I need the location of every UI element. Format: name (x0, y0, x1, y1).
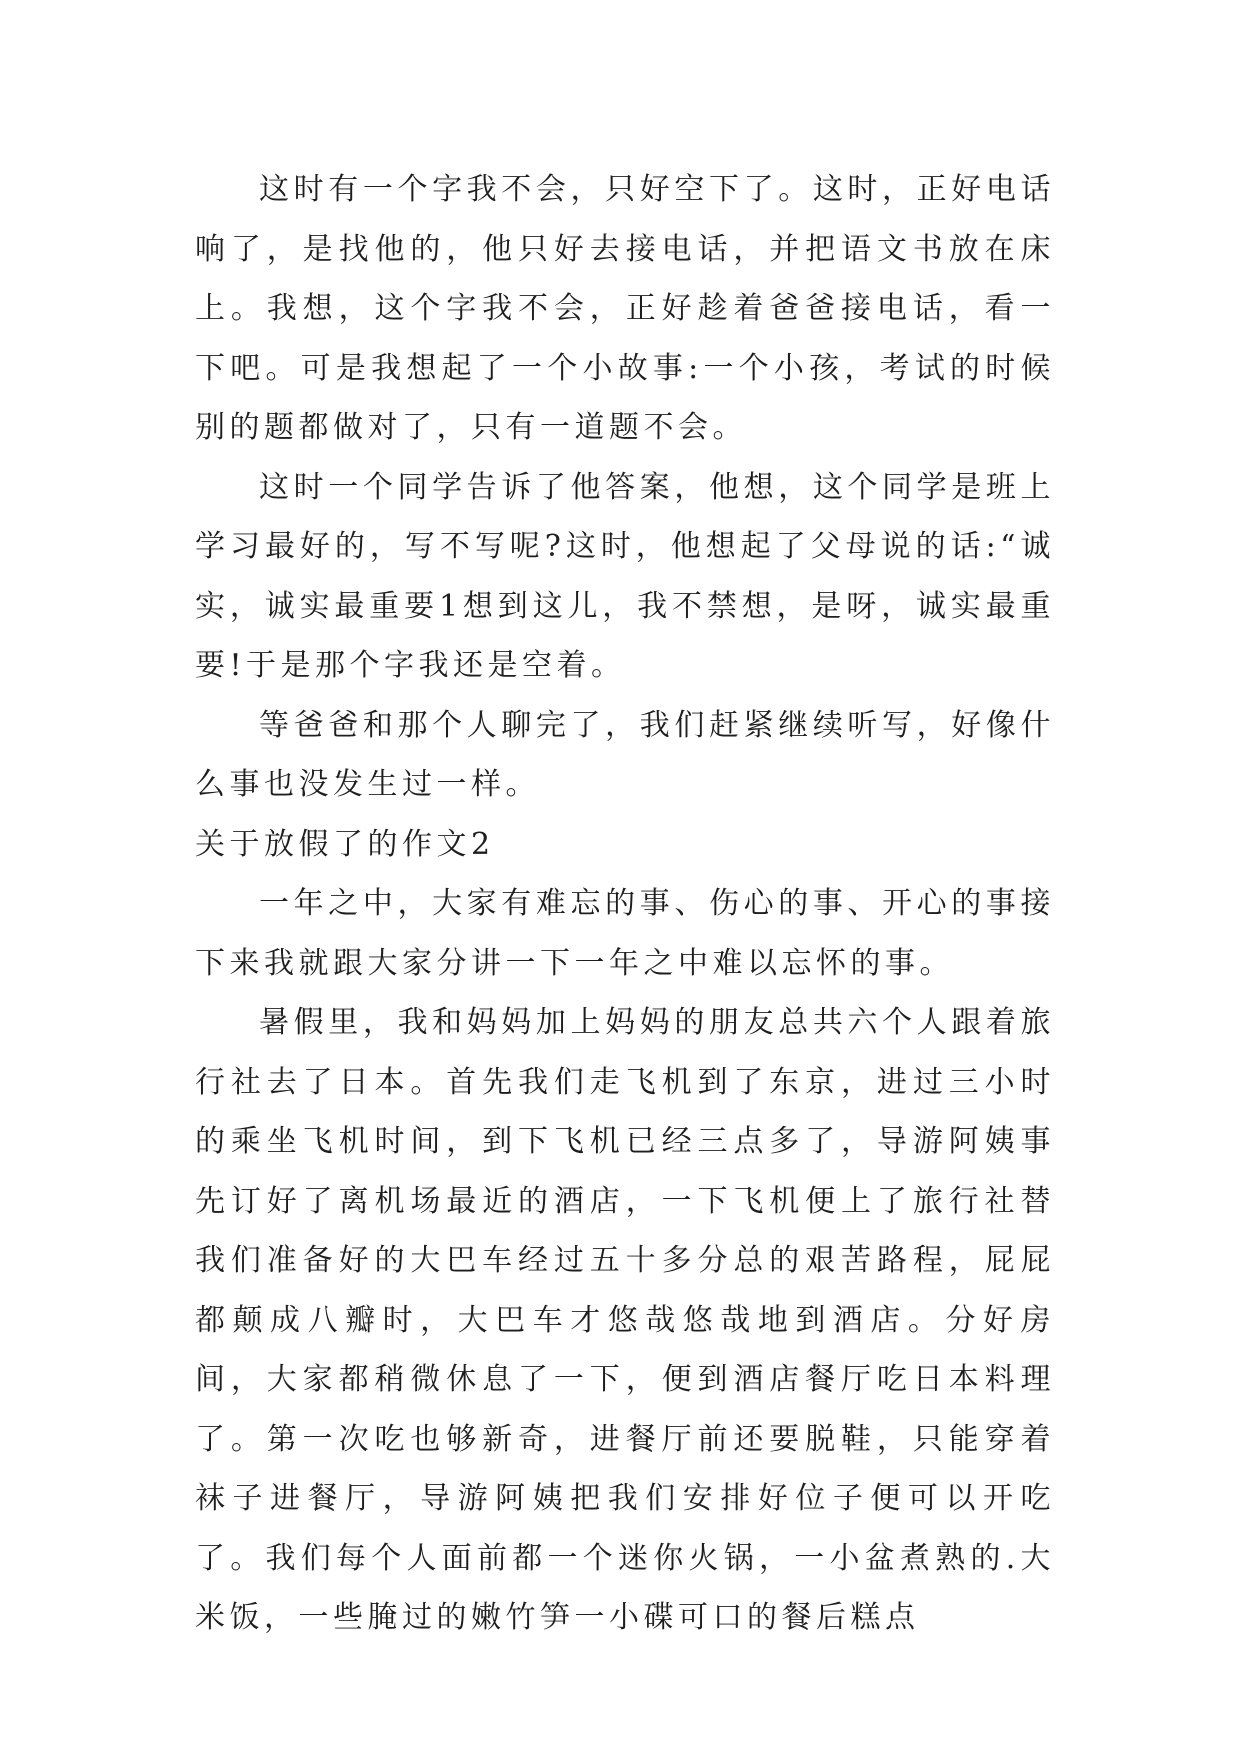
paragraph-1: 这时有一个字我不会，只好空下了。这时，正好电话响了，是找他的，他只好去接电话，并把语文书放在床上。我想，这个字我不会，正好趁着爸爸接电话，看一下吧。可是我想起了一个小故事:一个小孩，考试的时候别的题都做对了，只有一道题不会。 (195, 172, 1055, 445)
paragraph-5: 暑假里，我和妈妈加上妈妈的朋友总共六个人跟着旅行社去了日本。首先我们走飞机到了东京，进过三小时的乘坐飞机时间，到下飞机已经三点多了，导游阿姨事先订好了离机场最近的酒店，一下飞机便上了旅行社替我们准备好的大巴车经过五十多分总的艰苦路程，屁屁都颠成八瓣时，大巴车才悠哉悠哉地到酒店。分好房间，大家都稍微休息了一下，便到酒店餐厅吃日本料理了。第一次吃也够新奇，进餐厅前还要脱鞋，只能穿着袜子进餐厅，导游阿姨把我们安排好位子便可以开吃了。我们每个人面前都一个迷你火锅，一小盆煮熟的.大米饭，一些腌过的嫩竹笋一小碟可口的餐后糕点 (195, 1005, 1055, 1635)
paragraph-4: 一年之中，大家有难忘的事、伤心的事、开心的事接下来我就跟大家分讲一下一年之中难以忘怀的事。 (195, 886, 1055, 981)
paragraph-2: 这时一个同学告诉了他答案，他想，这个同学是班上学习最好的，写不写呢?这时，他想起了父母说的话:“诚实，诚实最重要1想到这儿，我不禁想，是呀，诚实最重要!于是那个字我还是空着。 (195, 469, 1055, 683)
document-body (195, 160, 1055, 1648)
essay-heading: 关于放假了的作文2 (195, 826, 495, 862)
paragraph-3: 等爸爸和那个人聊完了，我们赶紧继续听写，好像什么事也没发生过一样。 (195, 707, 1055, 802)
